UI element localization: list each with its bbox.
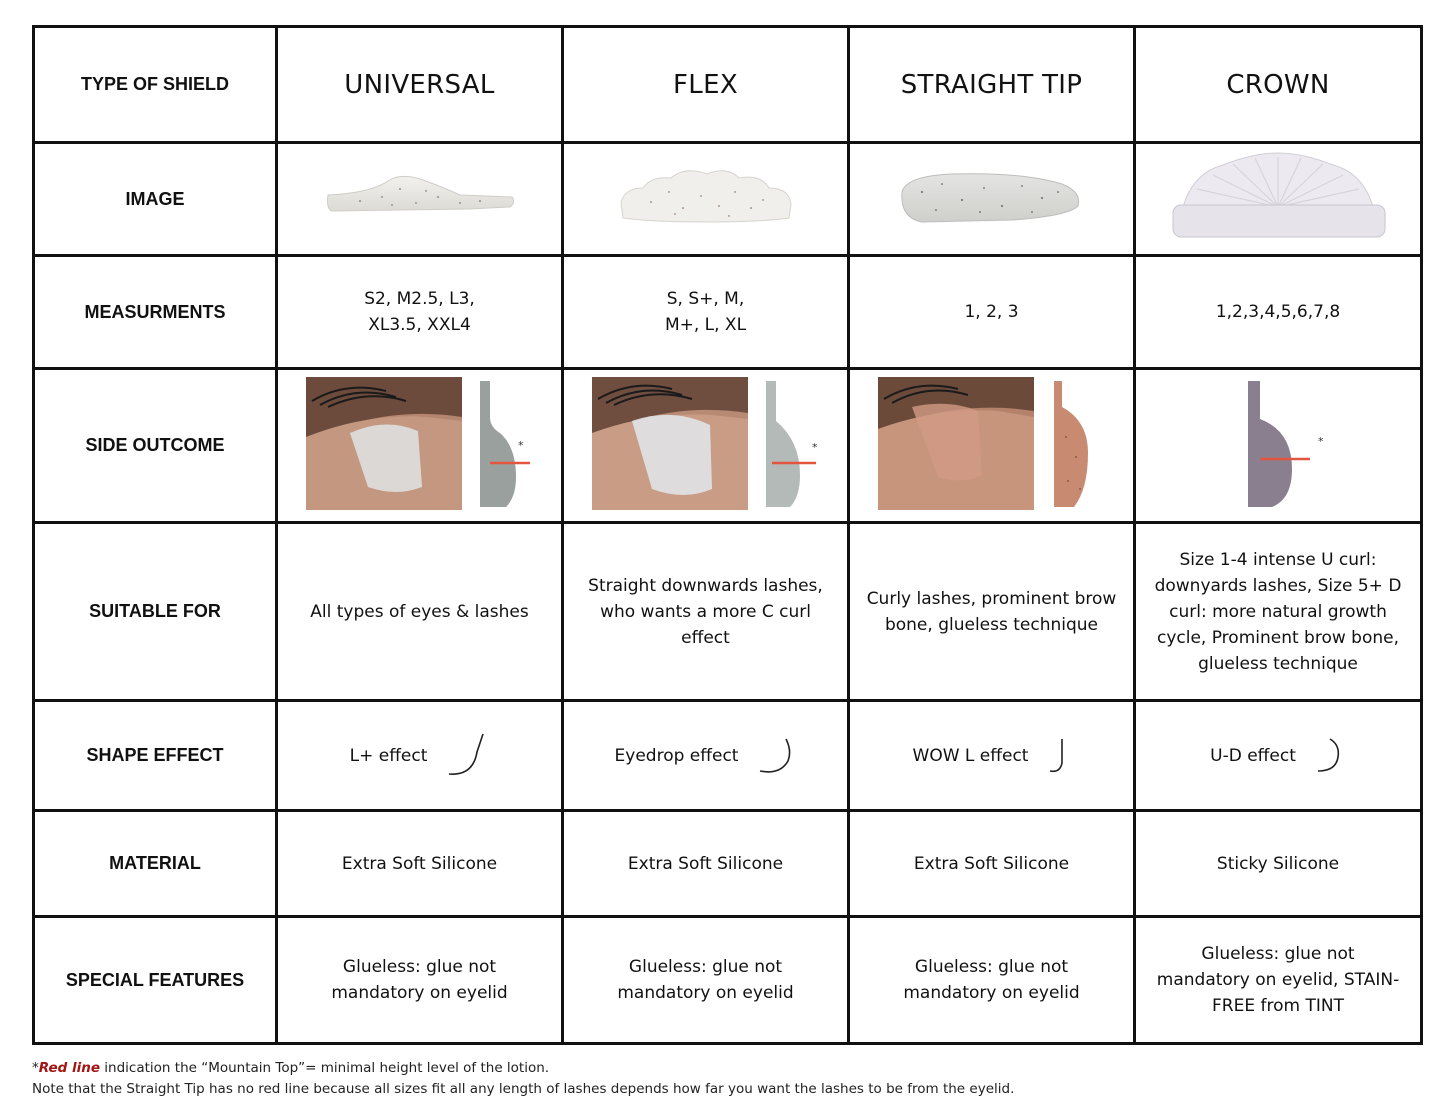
straight-tip-measurements: 1, 2, 3 [849,256,1135,369]
straight-tip-side-outcome [849,369,1135,523]
side-outcome-row [34,369,1422,523]
row-label-image: IMAGE [34,143,277,256]
flex-eye-photo [592,377,748,510]
universal-shield-image [277,143,563,256]
footnote [32,1058,1422,1100]
flex-material: Extra Soft Silicone [563,811,849,917]
universal-eye-photo [306,377,462,510]
crown-shape-effect-label: U-D effect [1210,745,1296,766]
row-label-material: MATERIAL [34,811,277,917]
flex-shape-effect-label: Eyedrop effect [614,745,739,766]
universal-profile-diagram [476,377,534,510]
straight-tip-shield-image [849,143,1135,256]
footnote-line-1-text: indication the “Mountain Top”= minimal height level of the lotion. [100,1060,550,1076]
flex-side-outcome [563,369,849,523]
flex-profile-diagram [762,377,820,510]
universal-material: Extra Soft Silicone [277,811,563,917]
straight-tip-shape-effect [849,701,1135,811]
crown-material: Sticky Silicone [1135,811,1422,917]
universal-side-outcome [277,369,563,523]
row-label-type-of-shield: TYPE OF SHIELD [34,27,277,143]
row-label-shape-effect: SHAPE EFFECT [34,701,277,811]
eyedrop-curl-icon [756,735,796,777]
l-plus-curl-icon [445,732,489,780]
footnote-line-1 [32,1058,1422,1079]
svg-text:*: * [811,441,817,454]
special-features-row [34,917,1422,1044]
crown-special-features: Glueless: glue not mandatory on eyelid, STAIN- FREE from TINT [1135,917,1422,1044]
straight-tip-material: Extra Soft Silicone [849,811,1135,917]
straight-tip-shape-effect-label: WOW L effect [912,745,1029,766]
column-header-flex: FLEX [563,27,849,143]
wow-l-curl-icon [1046,735,1070,777]
universal-shape-effect-label: L+ effect [349,745,428,766]
shield-comparison-table [32,25,1423,1045]
straight-tip-eye-photo [878,377,1034,510]
universal-special-features: Glueless: glue not mandatory on eyelid [277,917,563,1044]
crown-profile-diagram [1238,377,1328,510]
material-row [34,811,1422,917]
footnote-red-line-label: Red line [38,1060,101,1076]
footnote-star: * [32,1060,39,1076]
row-label-special-features: SPECIAL FEATURES [34,917,277,1044]
flex-shield-image [563,143,849,256]
universal-shape-effect [277,701,563,811]
straight-tip-special-features: Glueless: glue not mandatory on eyelid [849,917,1135,1044]
crown-shield-image [1135,143,1422,256]
row-label-side-outcome: SIDE OUTCOME [34,369,277,523]
u-d-curl-icon [1314,735,1346,777]
column-header-crown: CROWN [1135,27,1422,143]
column-header-universal: UNIVERSAL [277,27,563,143]
universal-measurements: S2, M2.5, L3, XL3.5, XXL4 [277,256,563,369]
universal-suitable-for: All types of eyes & lashes [277,523,563,701]
svg-text:*: * [1318,435,1324,448]
flex-special-features: Glueless: glue not mandatory on eyelid [563,917,849,1044]
flex-measurements: S, S+, M, M+, L, XL [563,256,849,369]
straight-tip-suitable-for: Curly lashes, prominent brow bone, glueless technique [849,523,1135,701]
image-row [34,143,1422,256]
crown-measurements: 1,2,3,4,5,6,7,8 [1135,256,1422,369]
column-header-straight-tip: STRAIGHT TIP [849,27,1135,143]
row-label-suitable-for: SUITABLE FOR [34,523,277,701]
header-row [34,27,1422,143]
crown-side-outcome [1135,369,1422,523]
crown-suitable-for: Size 1-4 intense U curl: downyards lashes, Size 5+ D curl: more natural growth cycle, Prominent brow bone, glueless technique [1135,523,1422,701]
measurements-row [34,256,1422,369]
suitable-for-row [34,523,1422,701]
footnote-line-2: Note that the Straight Tip has no red line because all sizes fit all any length of lashes depends how far you want the lashes to be from the eyelid. [32,1081,1015,1097]
flex-suitable-for: Straight downwards lashes, who wants a more C curl effect [563,523,849,701]
row-label-measurements: MEASURMENTS [34,256,277,369]
straight-tip-profile-diagram [1048,377,1106,510]
flex-shape-effect [563,701,849,811]
shape-effect-row [34,701,1422,811]
svg-text:*: * [517,439,523,452]
crown-shape-effect [1135,701,1422,811]
